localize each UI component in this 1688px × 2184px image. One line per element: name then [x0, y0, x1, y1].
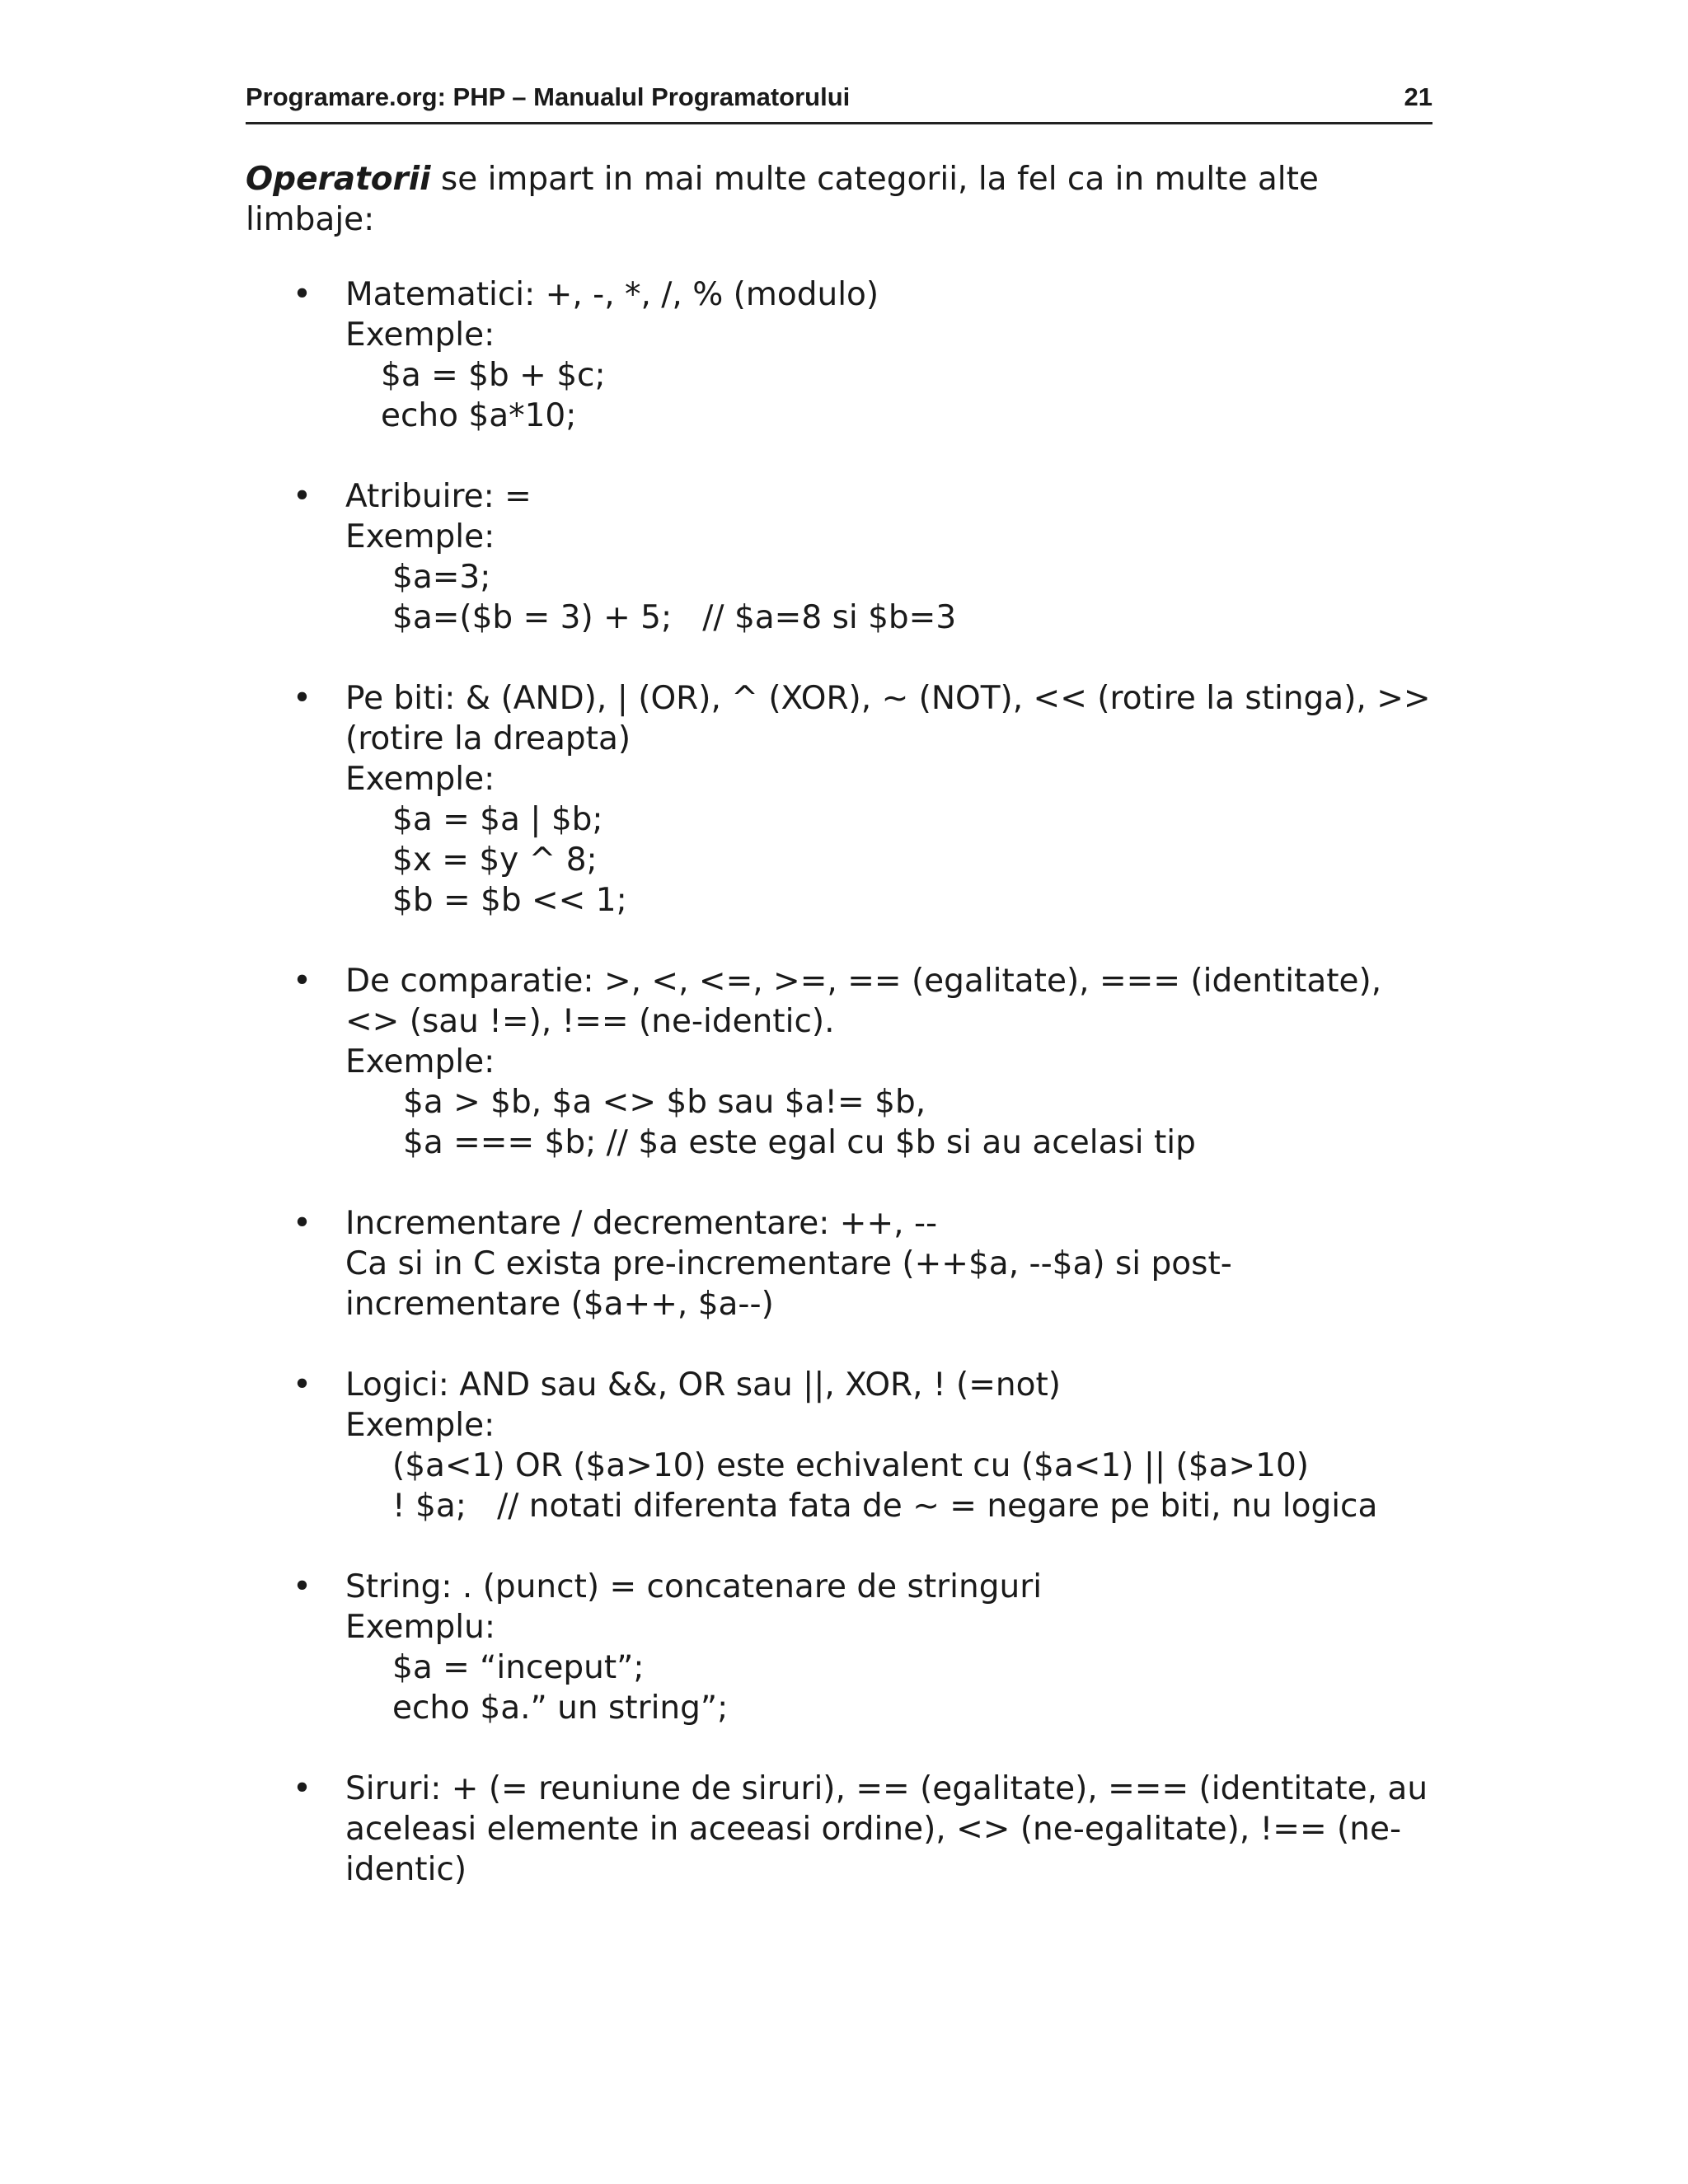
code-example: $a = “inceput”; — [392, 1649, 645, 1686]
operator-list — [246, 274, 1432, 1890]
item-title: Incrementare / decrementare: ++, -- — [345, 1205, 938, 1242]
item-title: Atribuire: = — [345, 478, 532, 515]
page-number: 21 — [1404, 82, 1432, 111]
item-label: Exemple: — [345, 518, 495, 555]
item-title: String: . (punct) = concatenare de stringuri — [345, 1568, 1043, 1605]
page-header — [246, 82, 1432, 124]
code-example: $a = $a | $b; — [392, 801, 603, 838]
intro-paragraph — [246, 159, 1432, 240]
item-text: Ca si in C exista pre-incrementare (++$a, --$a) si post-incrementare ($a++, $a--) — [345, 1245, 1232, 1323]
code-example: ($a<1) OR ($a>10) este echivalent cu ($a<1) || ($a>10) — [392, 1447, 1309, 1484]
code-example: $a = $b + $c; — [381, 357, 606, 394]
code-example: $x = $y ^ 8; — [392, 841, 598, 879]
code-example: $a=($b = 3) + 5; // $a=8 si $b=3 — [392, 599, 957, 636]
item-label: Exemple: — [345, 1043, 495, 1080]
code-example: $a > $b, $a <> $b sau $a!= $b, — [403, 1084, 926, 1121]
item-title: Logici: AND sau &&, OR sau ||, XOR, ! (=not) — [345, 1366, 1061, 1404]
item-label: Exemple: — [345, 761, 495, 798]
list-item-assignment — [246, 476, 1432, 638]
bullet-icon: • — [293, 1205, 312, 1242]
bullet-icon: • — [293, 963, 312, 1000]
bullet-icon: • — [293, 1770, 312, 1807]
item-title: De comparatie: >, <, <=, >=, == (egalitate), === (identitate), <> (sau !=), !== (ne-identic). — [345, 963, 1382, 1040]
item-title: Pe biti: & (AND), | (OR), ^ (XOR), ~ (NOT), << (rotire la stinga), >> (rotire la dreapta) — [345, 680, 1431, 757]
item-label: Exemple: — [345, 316, 495, 354]
intro-keyword: Operatorii — [246, 161, 431, 198]
list-item-math — [246, 274, 1432, 436]
bullet-icon: • — [293, 1366, 312, 1404]
code-example: echo $a*10; — [381, 397, 577, 434]
bullet-icon: • — [293, 680, 312, 717]
code-example: $b = $b << 1; — [392, 882, 627, 919]
document-page — [246, 82, 1432, 1930]
code-example: $a=3; — [392, 559, 491, 596]
list-item-arrays — [246, 1769, 1432, 1890]
intro-text: se impart in mai multe categorii, la fel ca in multe alte limbaje: — [246, 161, 1319, 238]
list-item-logical — [246, 1365, 1432, 1526]
bullet-icon: • — [293, 1568, 312, 1605]
item-title: Matematici: +, -, *, /, % (modulo) — [345, 276, 879, 313]
list-item-increment — [246, 1203, 1432, 1324]
code-example: $a === $b; // $a este egal cu $b si au acelasi tip — [403, 1124, 1196, 1161]
header-title: Programare.org: PHP – Manualul Programatorului — [246, 82, 851, 111]
list-item-bitwise — [246, 678, 1432, 921]
item-label: Exemple: — [345, 1407, 495, 1444]
bullet-icon: • — [293, 478, 312, 515]
bullet-icon: • — [293, 276, 312, 313]
code-example: echo $a.” un string”; — [392, 1690, 729, 1727]
item-label: Exemplu: — [345, 1609, 495, 1646]
list-item-comparison — [246, 961, 1432, 1163]
code-example: ! $a; // notati diferenta fata de ~ = negare pe biti, nu logica — [392, 1488, 1378, 1525]
list-item-string — [246, 1567, 1432, 1728]
item-title: Siruri: + (= reuniune de siruri), == (egalitate), === (identitate, au aceleasi elemente in aceeasi ordine), <> (ne-egalitate), !== (ne-identic) — [345, 1770, 1428, 1888]
